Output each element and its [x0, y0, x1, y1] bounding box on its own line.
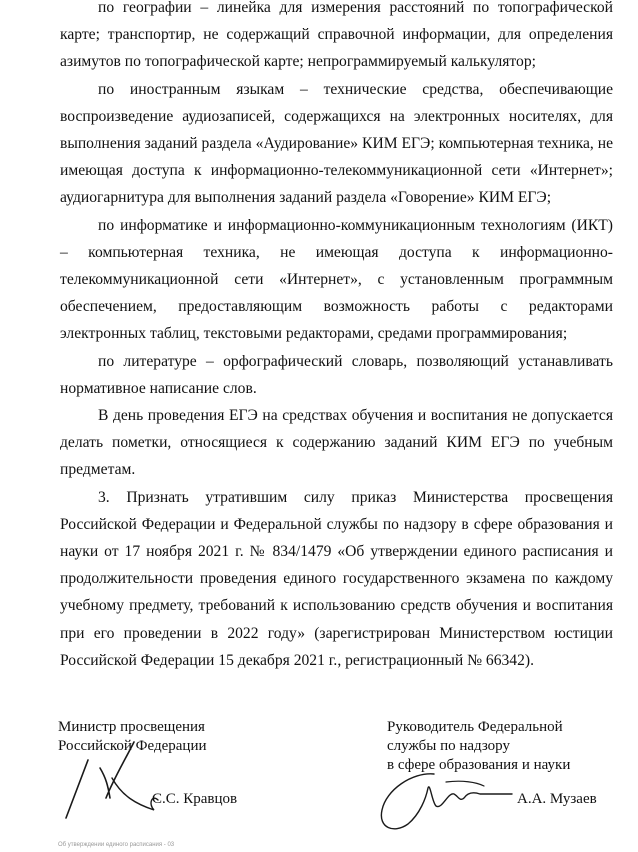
footer-note: Об утверждении единого расписания - 03 — [58, 842, 175, 848]
head-title-line-2: службы по надзору — [387, 738, 510, 754]
head-title-line-1: Руководитель Федеральной — [387, 719, 563, 735]
minister-title-line-2: Российской Федерации — [58, 738, 207, 754]
head-title-line-3: в сфере образования и науки — [387, 757, 571, 773]
paragraph-literature: по литературе – орфографический словарь, позволяющий устанавливать нормативное написание слов. — [60, 352, 613, 397]
body-text — [60, 0, 613, 674]
paragraph-informatics: по информатике и информационно-коммуникационным технологиям (ИКТ) – компьютерная техника, не имеющая доступа к информационно-телекоммуникационной сети «Интернет», с установленным программным обеспечением, предоставляющим возможность работы с редакторами электронных таблиц, текстовыми редакторами, средами программирования; — [60, 216, 613, 343]
minister-name: С.С. Кравцов — [152, 791, 238, 807]
head-name: А.А. Музаев — [517, 791, 597, 807]
paragraph-foreign-languages: по иностранным языкам – технические средства, обеспечивающие воспроизведение аудиозаписей, содержащихся на электронных носителях, для выполнения заданий раздела «Аудирование» КИМ ЕГЭ; компьютерная техника, не имеющая доступа к информационно-телекоммуникационной сети «Интернет»; аудиогарнитура для выполнения заданий раздела «Говорение» КИМ ЕГЭ; — [60, 80, 613, 207]
head-signature-image — [372, 762, 522, 842]
minister-signature-image — [56, 738, 216, 828]
paragraph-item-3: 3. Признать утратившим силу приказ Министерства просвещения Российской Федерации и Федеральной службы по надзору в сфере образования и науки от 17 ноября 2021 г. № 834/1479 «Об утверждении единого расписания и продолжительности проведения единого государственного экзамена по каждому учебному предмету, требований к использованию средств обучения и воспитания при его проведении в 2022 году» (зарегистрирован Министерством юстиции Российской Федерации 15 декабря 2021 г., регистрационный № 66342). — [60, 488, 613, 669]
paragraph-geography: по географии – линейка для измерения расстояний по топографической карте; транспортир, не содержащий справочной информации, для определения азимутов по топографической карте; непрограммируемый калькулятор; — [60, 0, 613, 71]
paragraph-exam-day: В день проведения ЕГЭ на средствах обучения и воспитания не допускается делать пометки, относящиеся к содержанию заданий КИМ ЕГЭ по учебным предметам. — [60, 407, 613, 479]
minister-title-line-1: Министр просвещения — [58, 719, 205, 735]
